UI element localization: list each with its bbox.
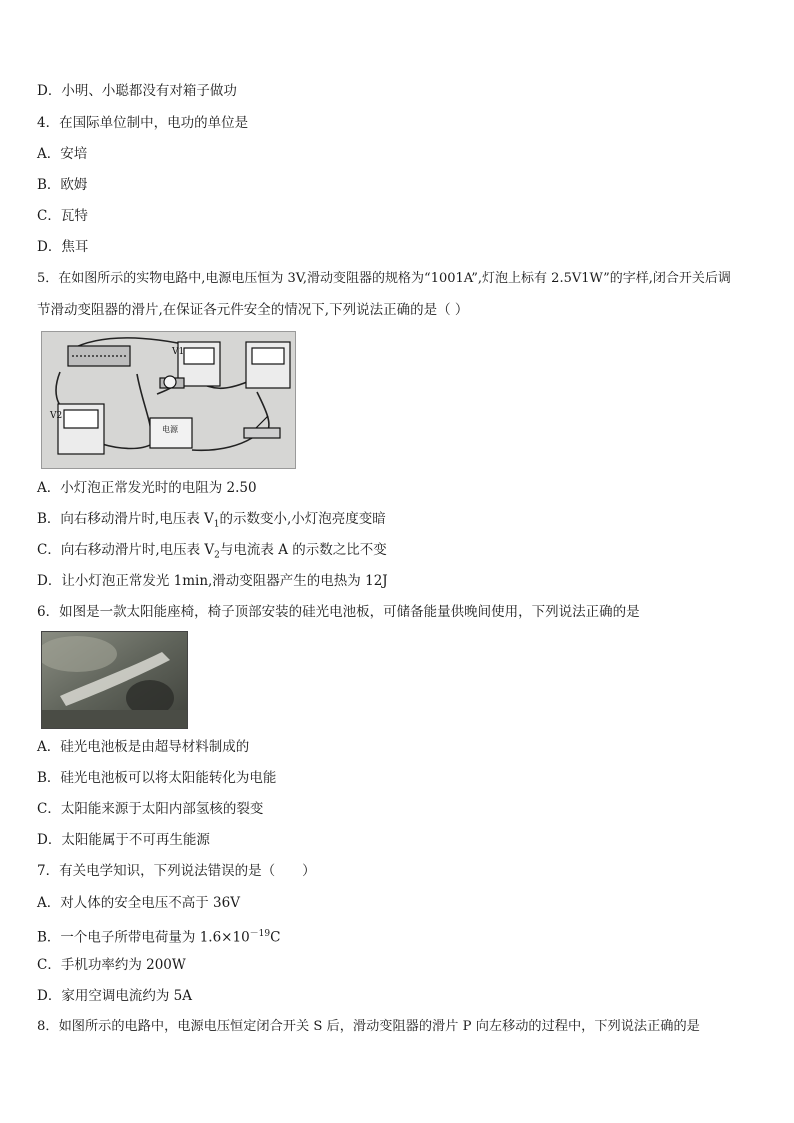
- q5-option-b-text-end: 的示数变小,小灯泡亮度变暗: [219, 511, 386, 527]
- q6-option-d: D．太阳能属于不可再生能源: [37, 832, 210, 848]
- v1-label: V1: [172, 347, 185, 357]
- q7-option-c: C．手机功率约为 200W: [37, 957, 186, 973]
- q7-option-b-exponent: －19: [249, 929, 271, 939]
- q5-stem-line1: 5．在如图所示的实物电路中,电源电压恒为 3V,滑动变阻器的规格为“1001A”,灯泡上标有 2.5V1W”的字样,闭合开关后调: [37, 271, 731, 286]
- q6-option-c: C．太阳能来源于太阳内部氢核的裂变: [37, 801, 264, 817]
- q5-option-c: [37, 541, 387, 565]
- power-supply-label: 电源: [162, 425, 178, 434]
- q7-option-b-text-end: C: [270, 929, 281, 946]
- q4-option-b: B．欧姆: [37, 177, 88, 193]
- q7-option-a: A．对人体的安全电压不高于 36V: [37, 895, 240, 911]
- q3-option-d: D．小明、小聪都没有对箱子做功: [37, 83, 237, 99]
- circuit-figure: [41, 331, 296, 469]
- q5-option-c-text-end: 与电流表 A 的示数之比不变: [219, 542, 387, 558]
- q7-option-b: [37, 925, 280, 947]
- q4-stem: 4．在国际单位制中，电功的单位是: [37, 115, 249, 131]
- q5-stem-line2: 节滑动变阻器的滑片,在保证各元件安全的情况下,下列说法正确的是（ ）: [37, 302, 469, 318]
- q6-option-b: B．硅光电池板可以将太阳能转化为电能: [37, 770, 277, 786]
- q6-option-a: A．硅光电池板是由超导材料制成的: [37, 739, 250, 755]
- q8-stem: 8．如图所示的电路中，电源电压恒定闭合开关 S 后，滑动变阻器的滑片 P 向左移动的过程中，下列说法正确的是: [37, 1019, 700, 1034]
- q5-option-b: [37, 510, 386, 534]
- q6-stem: 6．如图是一款太阳能座椅，椅子顶部安装的硅光电池板，可储备能量供晚间使用，下列说法正确的是: [37, 604, 640, 620]
- q5-option-b-text-start: B．向右移动滑片时,电压表 V: [37, 511, 214, 527]
- q5-option-b-subscript: 1: [213, 519, 220, 530]
- q5-option-c-text-start: C．向右移动滑片时,电压表 V: [37, 542, 215, 558]
- q4-option-a: A．安培: [37, 146, 88, 162]
- circuit-drawing: [42, 332, 295, 468]
- v2-label: V2: [50, 411, 63, 421]
- q5-option-c-subscript: 2: [214, 550, 220, 561]
- q7-option-b-text-start: B．一个电子所带电荷量为 1.6×10: [37, 929, 250, 946]
- q5-option-a: A．小灯泡正常发光时的电阻为 2.50: [37, 480, 257, 496]
- solar-chair-figure: [41, 631, 188, 729]
- q7-option-d: D．家用空调电流约为 5A: [37, 988, 192, 1004]
- q7-stem: 7．有关电学知识，下列说法错误的是（ ）: [37, 863, 316, 879]
- q4-option-d: D．焦耳: [37, 239, 89, 255]
- solar-chair-photo: [42, 632, 187, 728]
- q4-option-c: C．瓦特: [37, 208, 88, 224]
- q5-option-d: D．让小灯泡正常发光 1min,滑动变阻器产生的电热为 12J: [37, 573, 388, 589]
